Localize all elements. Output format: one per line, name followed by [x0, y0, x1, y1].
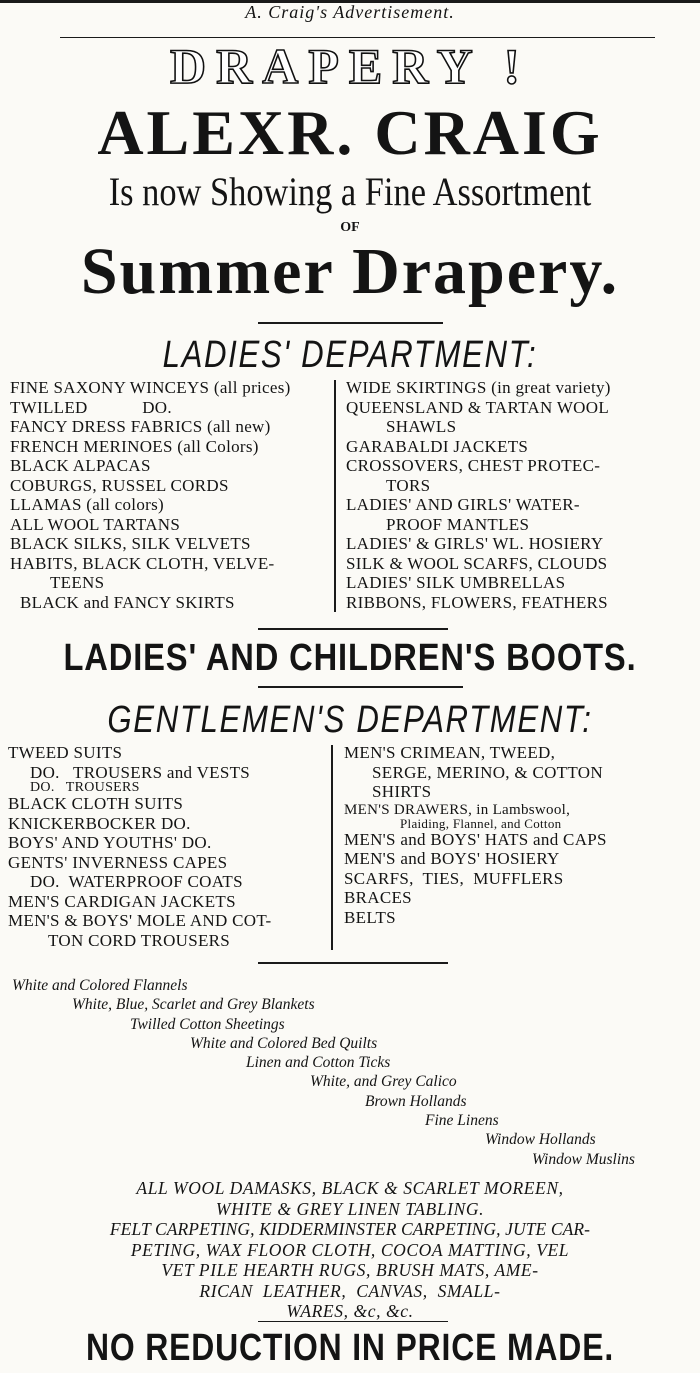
carpet-line: VET PILE HEARTH RUGS, BRUSH MATS, AME- — [161, 1260, 539, 1280]
fabric-item: Window Muslins — [532, 1150, 635, 1168]
of-word: OF — [340, 220, 360, 235]
list-item: FANCY DRESS FABRICS (all new) — [10, 417, 271, 436]
list-item: BLACK and FANCY SKIRTS — [20, 592, 235, 612]
drapery-headline: DRAPERY ! — [170, 38, 530, 94]
fabrics-top-rule — [258, 962, 448, 964]
list-item: BRACES — [344, 888, 412, 907]
list-item: MEN'S DRAWERS, in Lambswool, — [344, 801, 571, 818]
carpet-line: WARES, &c, &c. — [286, 1301, 414, 1321]
fabric-item: Window Hollands — [485, 1131, 596, 1149]
list-item: SHAWLS — [386, 417, 457, 436]
list-item: WIDE SKIRTINGS (in great variety) — [346, 378, 611, 397]
list-item: FRENCH MERINOES (all Colors) — [10, 436, 259, 456]
list-item: SERGE, MERINO, & COTTON — [372, 762, 603, 782]
fabric-item: Fine Linens — [425, 1112, 499, 1130]
list-item: MEN'S & BOYS' MOLE AND COT- — [8, 911, 272, 930]
list-item: FINE SAXONY WINCEYS (all prices) — [10, 378, 291, 397]
list-item: LADIES' AND GIRLS' WATER- — [346, 495, 580, 514]
list-item: SHIRTS — [372, 782, 432, 801]
list-item: BELTS — [344, 907, 396, 927]
list-item: SCARFS, TIES, MUFFLERS — [344, 868, 564, 888]
fabric-item: Brown Hollands — [365, 1092, 467, 1110]
list-item: LADIES' SILK UMBRELLAS — [346, 573, 566, 592]
list-item: SILK & WOOL SCARFS, CLOUDS — [346, 553, 608, 573]
list-item: MEN'S and BOYS' HOSIERY — [344, 849, 560, 868]
fabric-item: Linen and Cotton Ticks — [246, 1054, 391, 1072]
summer-drapery-title: Summer Drapery. — [80, 235, 620, 308]
carpet-line: WHITE & GREY LINEN TABLING. — [215, 1198, 485, 1219]
list-item: TWILLED DO. — [10, 397, 172, 417]
fabric-item: White, and Grey Calico — [310, 1073, 457, 1091]
list-item: DO. TROUSERS and VESTS — [30, 762, 251, 782]
fabric-item: White, Blue, Scarlet and Grey Blankets — [72, 996, 315, 1014]
list-item: RIBBONS, FLOWERS, FEATHERS — [346, 592, 608, 612]
list-item: MEN'S CARDIGAN JACKETS — [8, 891, 236, 911]
list-item: ALL WOOL TARTANS — [10, 514, 181, 534]
running-title: A. Craig's Advertisement. — [245, 2, 455, 22]
list-item: GENTS' INVERNESS CAPES — [8, 852, 228, 872]
list-item: PROOF MANTLES — [386, 514, 530, 534]
list-item: QUEENSLAND & TARTAN WOOL — [346, 397, 610, 417]
list-item: TWEED SUITS — [8, 743, 123, 762]
carpet-line: RICAN LEATHER, CANVAS, SMALL- — [199, 1280, 501, 1301]
fabric-item: White and Colored Bed Quilts — [190, 1034, 378, 1052]
list-item: BLACK SILKS, SILK VELVETS — [10, 534, 251, 553]
list-item: Plaiding, Flannel, and Cotton — [400, 815, 562, 831]
gents-right-column — [344, 743, 607, 927]
ladies-column-divider — [334, 380, 336, 612]
ladies-right-column — [346, 378, 611, 612]
list-item: MEN'S and BOYS' HATS and CAPS — [344, 829, 607, 849]
list-item: BLACK CLOTH SUITS — [8, 794, 184, 813]
ladies-left-column — [10, 378, 291, 612]
list-item: MEN'S CRIMEAN, TWEED, — [344, 743, 556, 762]
list-item: TON CORD TROUSERS — [48, 930, 231, 950]
ladies-department-title: LADIES' DEPARTMENT: — [162, 334, 538, 376]
carpet-line: PETING, WAX FLOOR CLOTH, COCOA MATTING, VEL — [130, 1239, 570, 1260]
list-item: HABITS, BLACK CLOTH, VELVE- — [10, 553, 275, 573]
ladies-top-rule — [258, 322, 443, 324]
fabrics-list — [0, 976, 700, 1169]
list-item: BLACK ALPACAS — [10, 456, 151, 475]
boots-bottom-rule — [258, 686, 463, 688]
list-item: TEENS — [50, 573, 105, 592]
showing-line: Is now Showing a Fine Assortment — [108, 169, 592, 214]
gents-column-divider — [331, 745, 333, 950]
no-reduction-notice: NO REDUCTION IN PRICE MADE. — [85, 1327, 615, 1369]
fabric-item: White and Colored Flannels — [12, 977, 188, 994]
list-item: COBURGS, RUSSEL CORDS — [10, 475, 229, 495]
fabric-item: Twilled Cotton Sheetings — [130, 1015, 285, 1033]
merchant-name: ALEXR. CRAIG — [97, 97, 603, 168]
carpets-paragraph — [0, 1178, 700, 1322]
list-item: DO. TROUSERS — [30, 780, 140, 795]
gents-left-column — [8, 743, 271, 950]
list-item: KNICKERBOCKER DO. — [8, 813, 191, 833]
footer-top-rule — [258, 1321, 448, 1322]
carpet-line: ALL WOOL DAMASKS, BLACK & SCARLET MOREEN, — [136, 1178, 564, 1198]
list-item: DO. WATERPROOF COATS — [30, 872, 243, 891]
boots-top-rule — [258, 628, 448, 630]
list-item: GARABALDI JACKETS — [346, 436, 529, 456]
list-item: LADIES' & GIRLS' WL. HOSIERY — [346, 534, 604, 553]
list-item: CROSSOVERS, CHEST PROTEC- — [346, 456, 601, 475]
list-item: LLAMAS (all colors) — [10, 495, 164, 514]
boots-title: LADIES' AND CHILDREN'S BOOTS. — [63, 637, 637, 679]
carpet-line: FELT CARPETING, KIDDERMINSTER CARPETING, JUTE CAR- — [109, 1219, 591, 1239]
list-item: TORS — [386, 475, 431, 495]
gentlemen-department-title: GENTLEMEN'S DEPARTMENT: — [107, 699, 593, 741]
list-item: BOYS' AND YOUTHS' DO. — [8, 833, 212, 852]
